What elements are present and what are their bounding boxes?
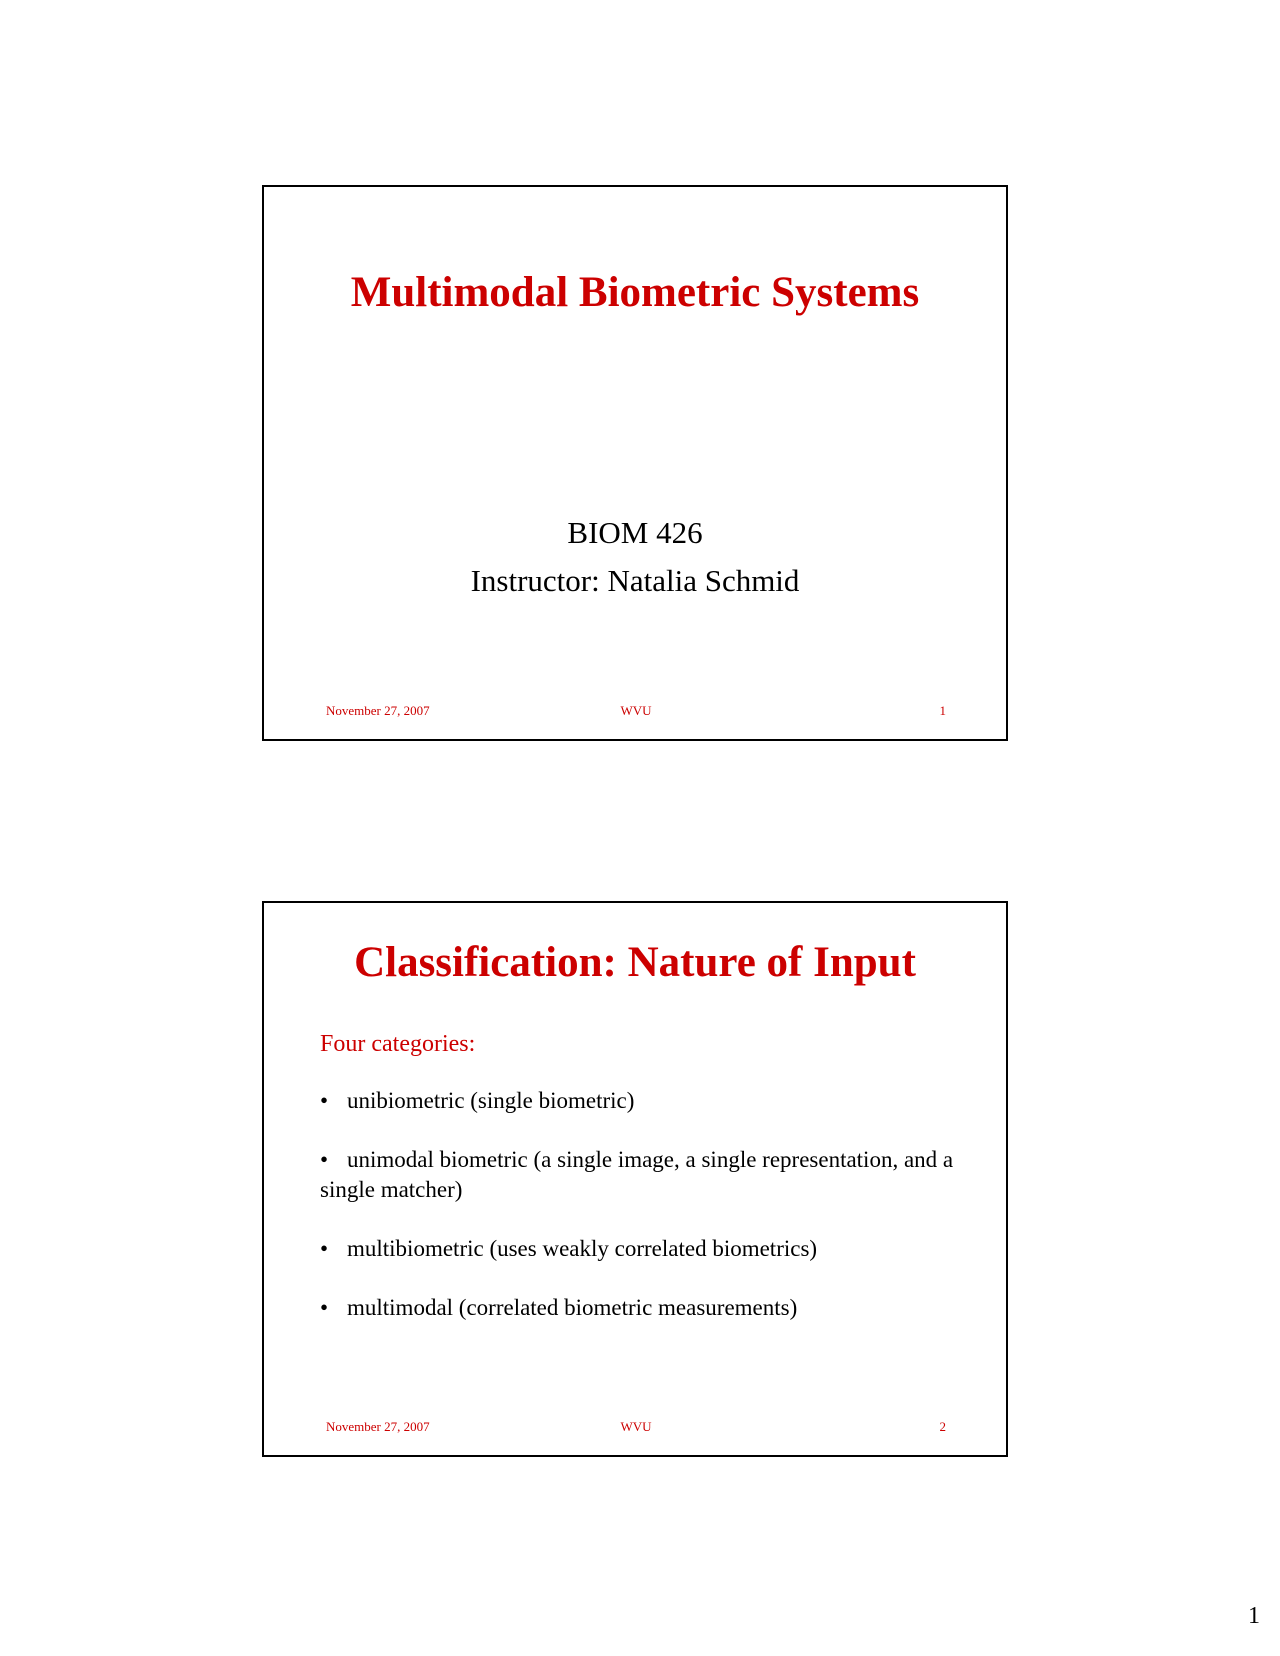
footer-org: WVU <box>620 703 652 718</box>
intro-text: Four categories: <box>320 1031 476 1057</box>
bullet-item <box>320 1293 960 1323</box>
course-code: BIOM 426 <box>567 515 703 550</box>
slide-footer <box>326 1419 946 1435</box>
footer-slide-number: 1 <box>939 703 946 718</box>
bullet-icon: • <box>320 1147 329 1172</box>
slide-1 <box>262 185 1008 741</box>
bullet-icon: • <box>320 1295 329 1320</box>
slide-title: Classification: Nature of Input <box>354 939 916 986</box>
bullet-text: multibiometric (uses weakly correlated biometrics) <box>347 1236 818 1261</box>
instructor-line: Instructor: Natalia Schmid <box>470 563 800 598</box>
bullet-text: unibiometric (single biometric) <box>347 1088 635 1113</box>
bullet-icon: • <box>320 1236 329 1261</box>
bullet-item <box>320 1145 960 1205</box>
bullet-list <box>320 1086 960 1352</box>
footer-date: November 27, 2007 <box>326 1419 430 1434</box>
footer-slide-number: 2 <box>939 1419 946 1434</box>
slide-subtitle <box>264 509 1006 605</box>
slide-footer <box>326 703 946 719</box>
page-number: 1 <box>1248 1603 1260 1629</box>
footer-org: WVU <box>620 1419 652 1434</box>
bullet-text: unimodal biometric (a single image, a single representation, and a single matcher) <box>320 1147 954 1202</box>
slide-title: Multimodal Biometric Systems <box>350 269 920 316</box>
bullet-text: multimodal (correlated biometric measurements) <box>347 1295 798 1320</box>
footer-date: November 27, 2007 <box>326 703 430 718</box>
slide-2 <box>262 901 1008 1457</box>
bullet-item <box>320 1234 960 1264</box>
bullet-icon: • <box>320 1088 329 1113</box>
bullet-item <box>320 1086 960 1116</box>
